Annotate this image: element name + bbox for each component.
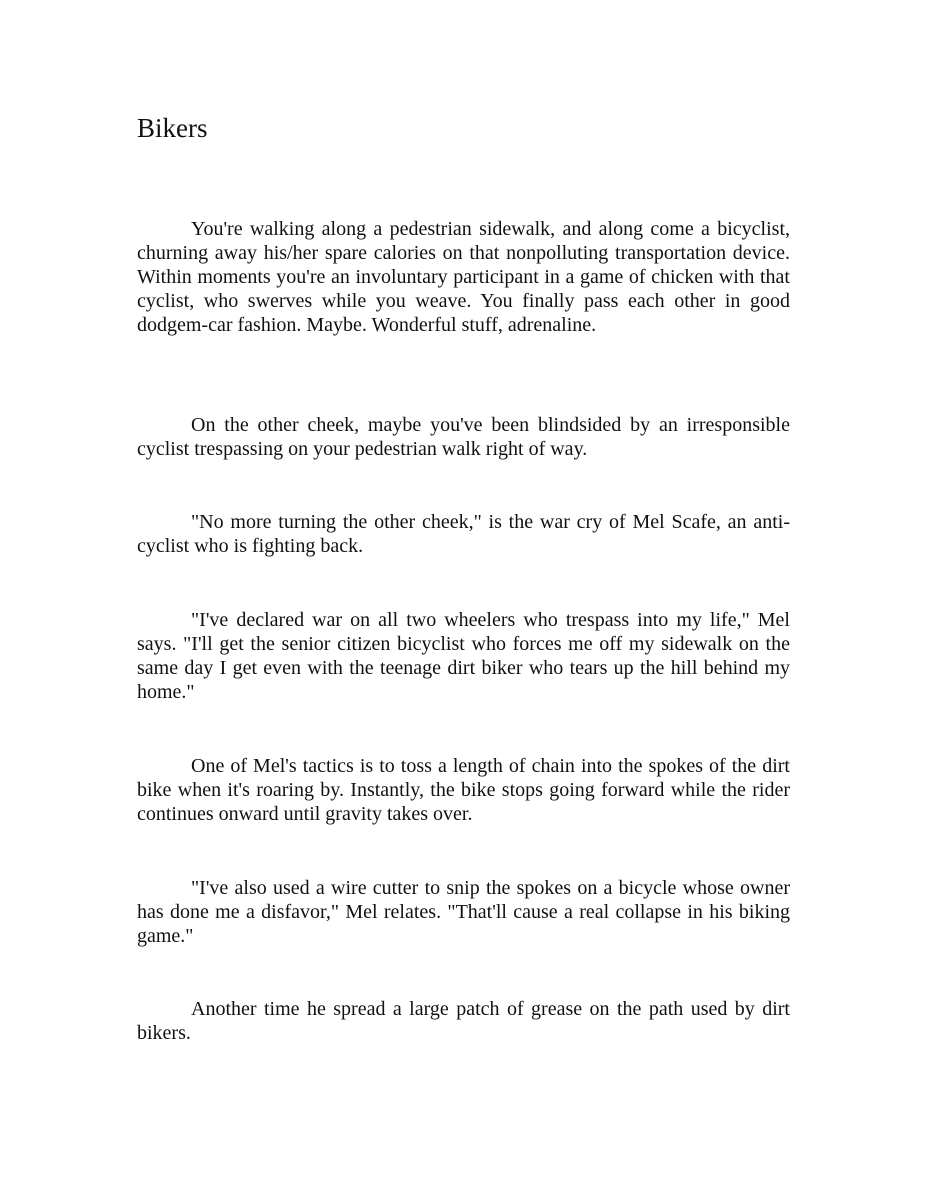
paragraph: "I've declared war on all two wheelers who trespass into my life," Mel says. "I'll get the senior citizen bicyclist who forces me off my sidewalk on the same day I get even with the teenage dirt biker who tears up the hill behind my home." — [137, 609, 790, 703]
paragraph: "I've also used a wire cutter to snip the spokes on a bicycle whose owner has done me a disfavor," Mel relates. "That'll cause a real collapse in his biking game." — [137, 877, 790, 947]
page-title: Bikers — [137, 113, 208, 143]
paragraph: "No more turning the other cheek," is the war cry of Mel Scafe, an anti-cyclist who is fighting back. — [137, 511, 790, 557]
paragraph: One of Mel's tactics is to toss a length of chain into the spokes of the dirt bike when it's roaring by. Instantly, the bike stops going forward while the rider continues onward until gravity takes over. — [137, 755, 790, 825]
paragraph: You're walking along a pedestrian sidewalk, and along come a bicyclist, churning away his/her spare calories on that nonpolluting transportation device. Within moments you're an involuntary participant in a game of chicken with that cyclist, who swerves while you weave. You finally pass each other in good dodgem-car fashion. Maybe. Wonderful stuff, adrenaline. — [137, 218, 790, 336]
paragraph: Another time he spread a large patch of grease on the path used by dirt bikers. — [137, 998, 790, 1044]
paragraph: On the other cheek, maybe you've been blindsided by an irresponsible cyclist trespassing on your pedestrian walk right of way. — [137, 414, 790, 460]
